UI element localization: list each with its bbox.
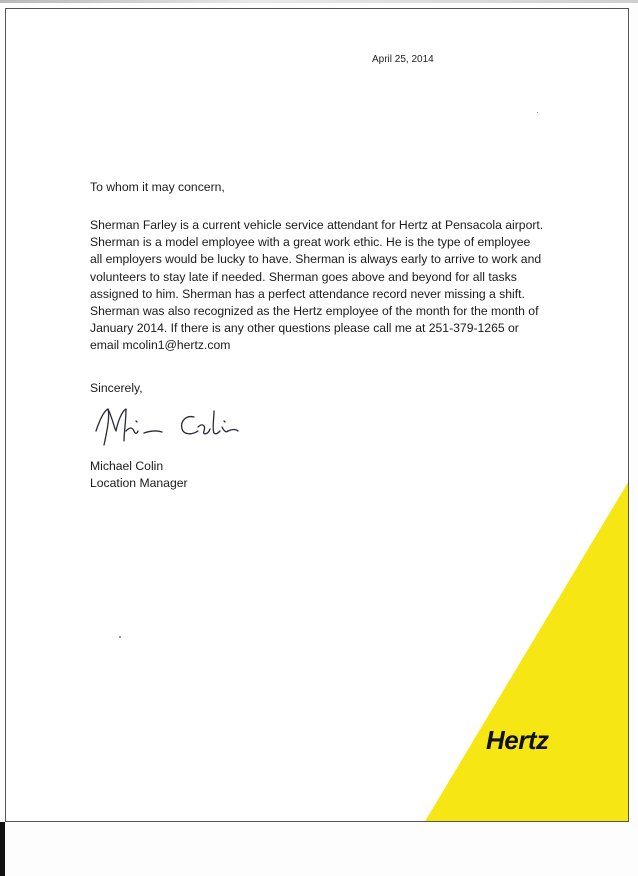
letter-date: April 25, 2014 <box>372 54 434 65</box>
letter-body-line: all employers would be lucky to have. Sherman is always early to arrive to work and <box>90 252 542 267</box>
letter-page <box>5 8 629 822</box>
scan-speck <box>537 112 538 113</box>
letter-body-line: volunteers to stay late if needed. Sherman goes above and beyond for all tasks <box>90 269 517 284</box>
letter-body-line: Sherman Farley is a current vehicle service attendant for Hertz at Pensacola airport. <box>90 218 544 232</box>
letter-body <box>90 217 570 355</box>
letter-body-line: Sherman was also recognized as the Hertz employee of the month for the month of <box>90 304 539 319</box>
scan-speck <box>119 636 121 638</box>
letter-body-line: Sherman is a model employee with a great work ethic. He is the type of employee <box>90 235 531 250</box>
letter-body-line: January 2014. If there is any other questions please call me at 251-379-1265 or <box>90 321 519 336</box>
signer-title: Location Manager <box>90 476 188 490</box>
letter-body-line: email mcolin1@hertz.com <box>90 338 231 353</box>
hertz-logo: Hertz <box>486 725 549 755</box>
letter-closing: Sincerely, <box>90 381 143 395</box>
scan-left-edge <box>0 822 5 876</box>
letter-salutation: To whom it may concern, <box>90 180 225 194</box>
handwritten-signature <box>90 401 280 449</box>
scan-top-edge <box>0 0 638 3</box>
letter-body-line: assigned to him. Sherman has a perfect attendance record never missing a shift. <box>90 286 525 301</box>
signer-name: Michael Colin <box>90 459 164 473</box>
